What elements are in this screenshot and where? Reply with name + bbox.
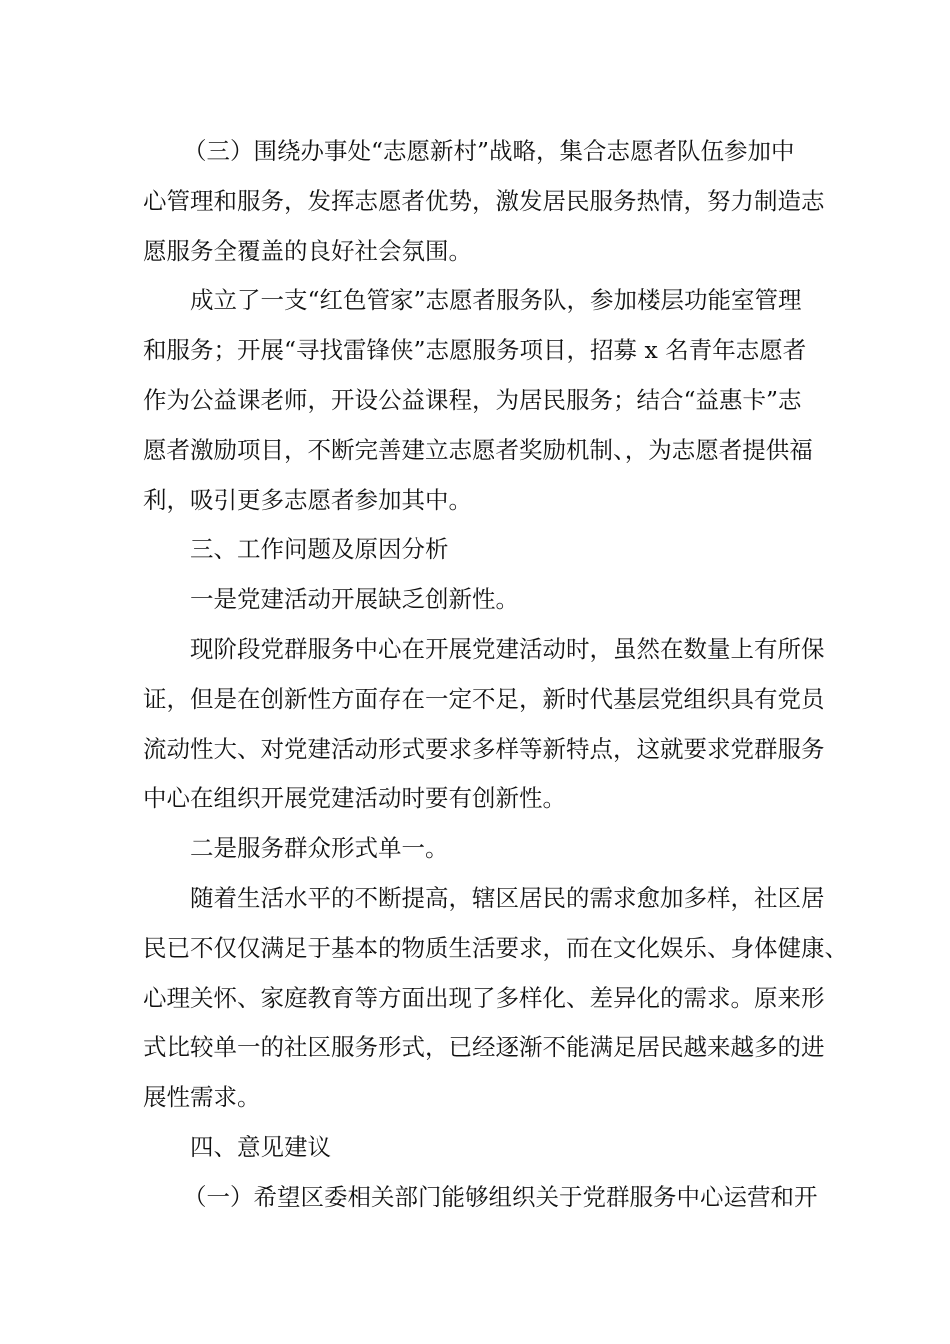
paragraph-line: 心管理和服务，发挥志愿者优势，激发居民服务热情，努力制造志 xyxy=(143,186,825,215)
document-body xyxy=(143,127,848,1223)
sub-heading: 二是服务群众形式单一。 xyxy=(190,834,449,863)
paragraph-line: 愿者激励项目，不断完善建立志愿者奖励机制、，为志愿者提供福 xyxy=(143,435,813,464)
paragraph-line: 成立了一支“红色管家”志愿者服务队，参加楼层功能室管理 xyxy=(190,286,802,315)
paragraph-line: 作为公益课老师，开设公益课程，为居民服务；结合“益惠卡”志 xyxy=(143,385,802,414)
paragraph-line: 心理关怀、家庭教育等方面出现了多样化、差异化的需求。原来形 xyxy=(143,983,825,1012)
paragraph-line: 式比较单一的社区服务形式，已经逐渐不能满足居民越来越多的进 xyxy=(143,1033,825,1062)
paragraph-line: 流动性大、对党建活动形式要求多样等新特点，这就要求党群服务 xyxy=(143,734,825,763)
paragraph-line: 利，吸引更多志愿者参加其中。 xyxy=(143,485,472,514)
paragraph-line: 展性需求。 xyxy=(143,1083,261,1112)
paragraph-line: 中心在组织开展党建活动时要有创新性。 xyxy=(143,784,566,813)
paragraph-line: 愿服务全覆盖的良好社会氛围。 xyxy=(143,236,472,265)
section-heading: 三、工作问题及原因分析 xyxy=(190,535,449,564)
paragraph-line: 证，但是在创新性方面存在一定不足，新时代基层党组织具有党员 xyxy=(143,684,825,713)
section-heading: 四、意见建议 xyxy=(190,1132,331,1161)
paragraph-line: 民已不仅仅满足于基本的物质生活要求，而在文化娱乐、身体健康、 xyxy=(143,933,848,962)
paragraph-line: 随着生活水平的不断提高，辖区居民的需求愈加多样，社区居 xyxy=(190,883,825,912)
paragraph-line: 现阶段党群服务中心在开展党建活动时，虽然在数量上有所保 xyxy=(190,634,825,663)
paragraph-line: （三）围绕办事处“志愿新村”战略，集合志愿者队伍参加中 xyxy=(183,137,795,165)
paragraph-line: 和服务；开展“寻找雷锋侠”志愿服务项目，招募 x 名青年志愿者 xyxy=(143,336,807,365)
sub-heading: 一是党建活动开展缺乏创新性。 xyxy=(190,585,519,614)
paragraph-line: （一）希望区委相关部门能够组织关于党群服务中心运营和开 xyxy=(183,1182,818,1211)
